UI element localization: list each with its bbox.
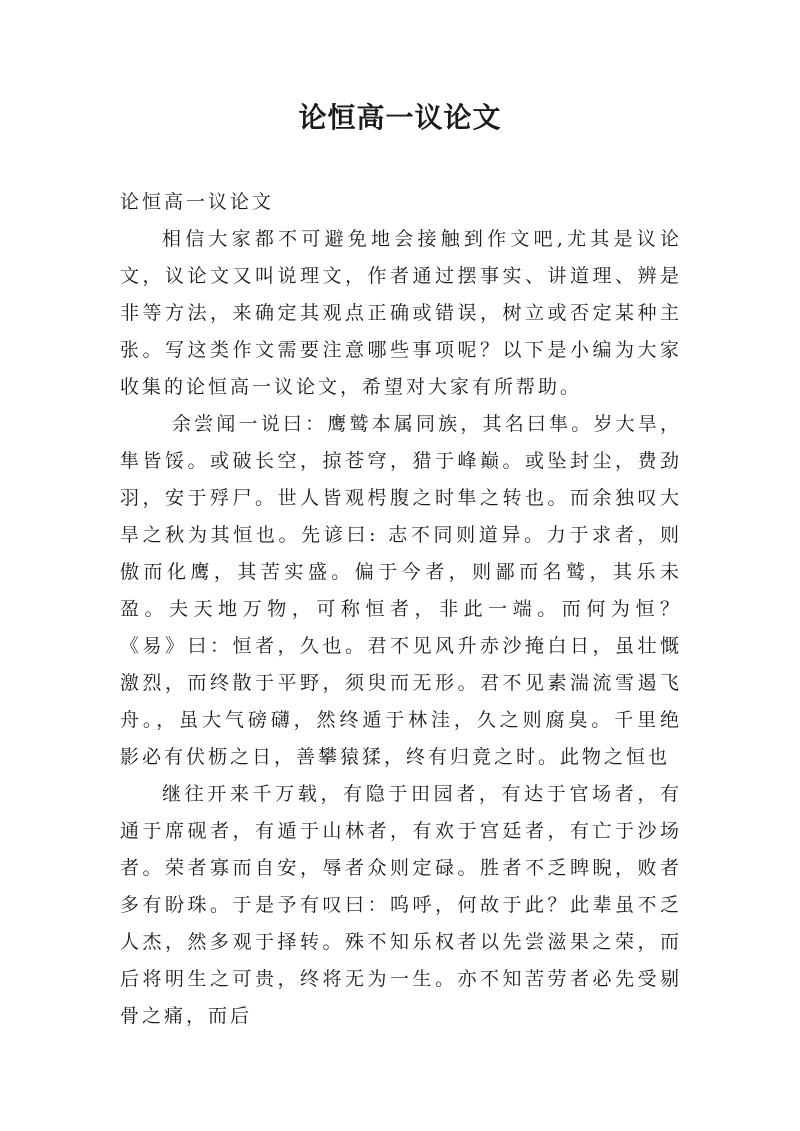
- paragraph-eagle-vulture: 余尝闻一说曰：鹰鹫本属同族，其名曰隼。岁大旱，隼皆馁。或破长空，掠苍穹，猎于峰巅。或坠封尘，费劲羽，安于殍尸。世人皆观枵腹之时隼之转也。而余独叹大旱之秋为其恒也。先谚曰: 志不同则道异。力于求者，则傲而化鹰，其苦实盛。偏于今者，则鄙而名鹫，其乐未盈。夫天地万物，可称恒者，非此一端。而何为恒？《易》曰：恒者，久也。君不见风升赤沙掩白日，虽壮慨激烈，而终散于平野，须臾而无形。君不见素湍流雪遏飞舟。，虽大气磅礴，然终遁于林洼，久之则腐臭。千里绝影必有伏枥之日，善攀猿猱，终有归竟之时。此物之恒也: [120, 413, 682, 768]
- paragraph-ages: 继往开来千万载，有隐于田园者，有达于官场者，有通于席砚者，有遁于山林者，有欢于宫廷者，有亡于沙场者。荣者寡而自安，辱者众则定碌。胜者不乏睥睨，败者多有盼珠。于是予有叹曰：呜呼，何故于此？此辈虽不乏人杰，然多观于择转。殊不知乐权者以先尝滋果之荣，而后将明生之可贵，终将无为一生。亦不知苦劳者必先受剔骨之痛，而后: [120, 783, 682, 1027]
- document-subtitle: 论恒高一议论文: [120, 191, 275, 213]
- document-body: [120, 184, 682, 1035]
- document-title: 论恒高一议论文: [298, 101, 502, 134]
- paragraph-intro: 相信大家都不可避免地会接触到作文吧,尤其是议论文，议论文又叫说理文，作者通过摆事实、讲道理、辨是非等方法，来确定其观点正确或错误，树立或否定某种主张。写这类作文需要注意哪些事项呢？以下是小编为大家收集的论恒高一议论文，希望对大家有所帮助。: [120, 228, 682, 398]
